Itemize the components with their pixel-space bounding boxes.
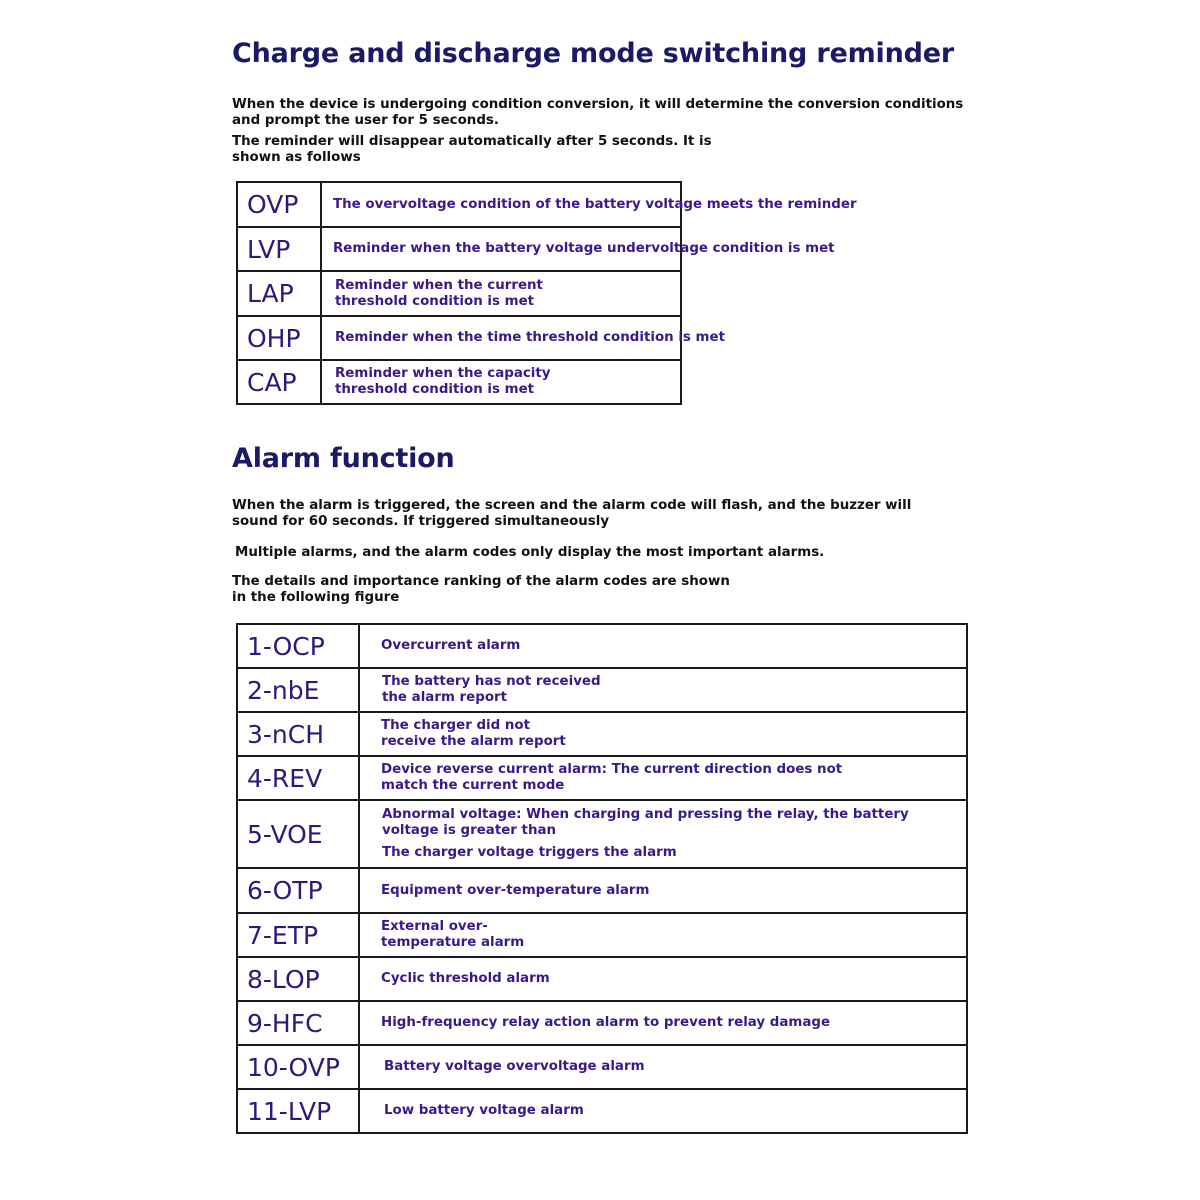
alarm-code: 2-nbE xyxy=(237,668,359,712)
table-row xyxy=(237,800,967,868)
table-row xyxy=(237,957,967,1001)
reminder-code: OHP xyxy=(237,316,321,360)
reminder-description: The overvoltage condition of the battery voltage meets the reminder xyxy=(321,182,681,227)
alarm-description: Device reverse current alarm: The current direction does not match the current mode xyxy=(359,756,967,800)
table-row xyxy=(237,271,681,316)
reminder-description: Reminder when the current threshold condition is met xyxy=(321,271,681,316)
table-row xyxy=(237,756,967,800)
alarm-code: 9-HFC xyxy=(237,1001,359,1045)
table-row xyxy=(237,1089,967,1133)
alarm-description: Cyclic threshold alarm xyxy=(359,957,967,1001)
alarm-section-title: Alarm function xyxy=(232,443,455,474)
table-row xyxy=(237,1001,967,1045)
alarm-code: 11-LVP xyxy=(237,1089,359,1133)
alarm-code: 3-nCH xyxy=(237,712,359,756)
reminder-disappear-paragraph: The reminder will disappear automatically after 5 seconds. It is shown as follows xyxy=(232,134,712,165)
alarm-description: Abnormal voltage: When charging and pressing the relay, the battery voltage is greater than The charger voltage triggers the alarm xyxy=(359,800,967,868)
alarm-description: The charger did not receive the alarm report xyxy=(359,712,967,756)
alarm-description: High-frequency relay action alarm to prevent relay damage xyxy=(359,1001,967,1045)
alarm-description: External over-temperature alarm xyxy=(359,913,967,957)
reminder-section-title: Charge and discharge mode switching reminder xyxy=(232,38,954,69)
reminder-description: Reminder when the battery voltage undervoltage condition is met xyxy=(321,227,681,271)
reminder-codes-table xyxy=(236,181,857,405)
reminder-code: LVP xyxy=(237,227,321,271)
reminder-intro-paragraph: When the device is undergoing condition conversion, it will determine the conversion conditions and prompt the user for 5 seconds. xyxy=(232,97,964,128)
reminder-code: CAP xyxy=(237,360,321,404)
reminder-description: Reminder when the time threshold condition is met xyxy=(321,316,681,360)
alarm-description: Battery voltage overvoltage alarm xyxy=(359,1045,967,1089)
table-row xyxy=(237,316,681,360)
reminder-code: OVP xyxy=(237,182,321,227)
alarm-description: Overcurrent alarm xyxy=(359,624,967,668)
alarm-code: 5-VOE xyxy=(237,800,359,868)
alarm-code: 1-OCP xyxy=(237,624,359,668)
alarm-description: The battery has not received the alarm report xyxy=(359,668,967,712)
alarm-multiple-paragraph: Multiple alarms, and the alarm codes only display the most important alarms. xyxy=(235,545,825,560)
reminder-description: Reminder when the capacity threshold condition is met xyxy=(321,360,681,404)
table-row xyxy=(237,1045,967,1089)
alarm-intro-paragraph: When the alarm is triggered, the screen and the alarm code will flash, and the buzzer will sound for 60 seconds. If triggered simultaneously xyxy=(232,498,912,529)
table-row xyxy=(237,913,967,957)
table-row xyxy=(237,624,967,668)
alarm-code: 6-OTP xyxy=(237,868,359,913)
table-row xyxy=(237,227,681,271)
alarm-codes-table xyxy=(236,623,968,1134)
reminder-code: LAP xyxy=(237,271,321,316)
table-row xyxy=(237,182,681,227)
table-row xyxy=(237,712,967,756)
alarm-code: 7-ETP xyxy=(237,913,359,957)
table-row xyxy=(237,668,967,712)
alarm-ranking-paragraph: The details and importance ranking of the alarm codes are shown in the following figure xyxy=(232,574,730,605)
alarm-code: 4-REV xyxy=(237,756,359,800)
table-row xyxy=(237,360,681,404)
alarm-code: 10-OVP xyxy=(237,1045,359,1089)
alarm-description: Low battery voltage alarm xyxy=(359,1089,967,1133)
alarm-description: Equipment over-temperature alarm xyxy=(359,868,967,913)
table-row xyxy=(237,868,967,913)
alarm-code: 8-LOP xyxy=(237,957,359,1001)
